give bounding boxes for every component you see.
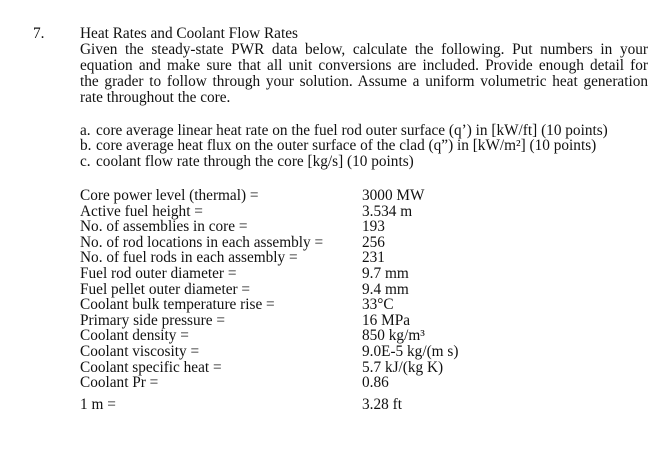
data-row bbox=[80, 250, 480, 266]
data-value: 256 bbox=[362, 233, 385, 251]
data-value: 9.7 mm bbox=[362, 265, 409, 282]
question-number: 7. bbox=[33, 25, 45, 42]
data-row bbox=[80, 360, 480, 376]
data-label: No. of fuel rods in each assembly = bbox=[80, 249, 298, 267]
body-line: Given the steady-state PWR data below, calculate the following. Put numbers in your bbox=[80, 41, 648, 58]
item-letter: b. bbox=[80, 137, 92, 154]
data-value: 3000 MW bbox=[362, 187, 425, 204]
data-label: No. of rod locations in each assembly = bbox=[80, 233, 324, 251]
item-text: core average linear heat rate on the fuel rod outer surface (q’) in [kW/ft] (10 points) bbox=[96, 122, 608, 139]
data-row bbox=[80, 313, 480, 329]
data-label: Primary side pressure = bbox=[80, 311, 225, 329]
data-value: 5.7 kJ/(kg K) bbox=[362, 358, 444, 376]
data-value: 9.4 mm bbox=[362, 280, 409, 298]
data-label: Core power level (thermal) = bbox=[80, 187, 259, 204]
data-row bbox=[80, 204, 480, 220]
data-value: 850 kg/m³ bbox=[362, 327, 425, 345]
item-letter: a. bbox=[80, 122, 91, 139]
data-value: 0.86 bbox=[362, 374, 389, 392]
data-value: 193 bbox=[362, 218, 385, 236]
data-label: Coolant viscosity = bbox=[80, 343, 200, 360]
data-value: 33°C bbox=[362, 296, 394, 314]
data-row bbox=[80, 375, 480, 391]
body-line: the grader to follow through your solution. Assume a uniform volumetric heat generation bbox=[80, 73, 648, 90]
data-value: 231 bbox=[362, 249, 385, 267]
data-row bbox=[80, 266, 480, 282]
sub-question-c bbox=[80, 154, 414, 170]
data-label: Fuel rod outer diameter = bbox=[80, 265, 237, 282]
item-text: core average heat flux on the outer surface of the clad (q”) in [kW/m²] (10 points) bbox=[96, 137, 597, 154]
data-row bbox=[80, 235, 480, 251]
data-row bbox=[80, 188, 480, 204]
body-line: equation and make sure that all unit conversions are included. Provide enough detail for bbox=[80, 57, 648, 74]
data-value: 9.0E-5 kg/(m s) bbox=[362, 343, 459, 360]
data-label: Coolant density = bbox=[80, 327, 189, 345]
data-label: Coolant Pr = bbox=[80, 374, 159, 392]
question-title: Heat Rates and Coolant Flow Rates bbox=[80, 25, 298, 42]
data-label: Coolant specific heat = bbox=[80, 358, 222, 376]
data-value: 16 MPa bbox=[362, 311, 411, 329]
conversion-value: 3.28 ft bbox=[362, 396, 402, 413]
data-label: No. of assemblies in core = bbox=[80, 218, 248, 236]
data-label: Fuel pellet outer diameter = bbox=[80, 280, 251, 298]
conversion-label: 1 m = bbox=[80, 396, 116, 413]
data-label: Coolant bulk temperature rise = bbox=[80, 296, 275, 314]
data-value: 3.534 m bbox=[362, 202, 413, 220]
conversion-row bbox=[80, 397, 480, 413]
data-label: Active fuel height = bbox=[80, 202, 203, 220]
data-row bbox=[80, 282, 480, 298]
data-row bbox=[80, 344, 480, 360]
item-text: coolant flow rate through the core [kg/s] (10 points) bbox=[96, 153, 414, 170]
data-row bbox=[80, 219, 480, 235]
body-line: rate throughout the core. bbox=[80, 89, 231, 106]
data-row bbox=[80, 328, 480, 344]
item-letter: c. bbox=[80, 153, 91, 170]
sub-question-b bbox=[80, 138, 596, 154]
data-row bbox=[80, 297, 480, 313]
